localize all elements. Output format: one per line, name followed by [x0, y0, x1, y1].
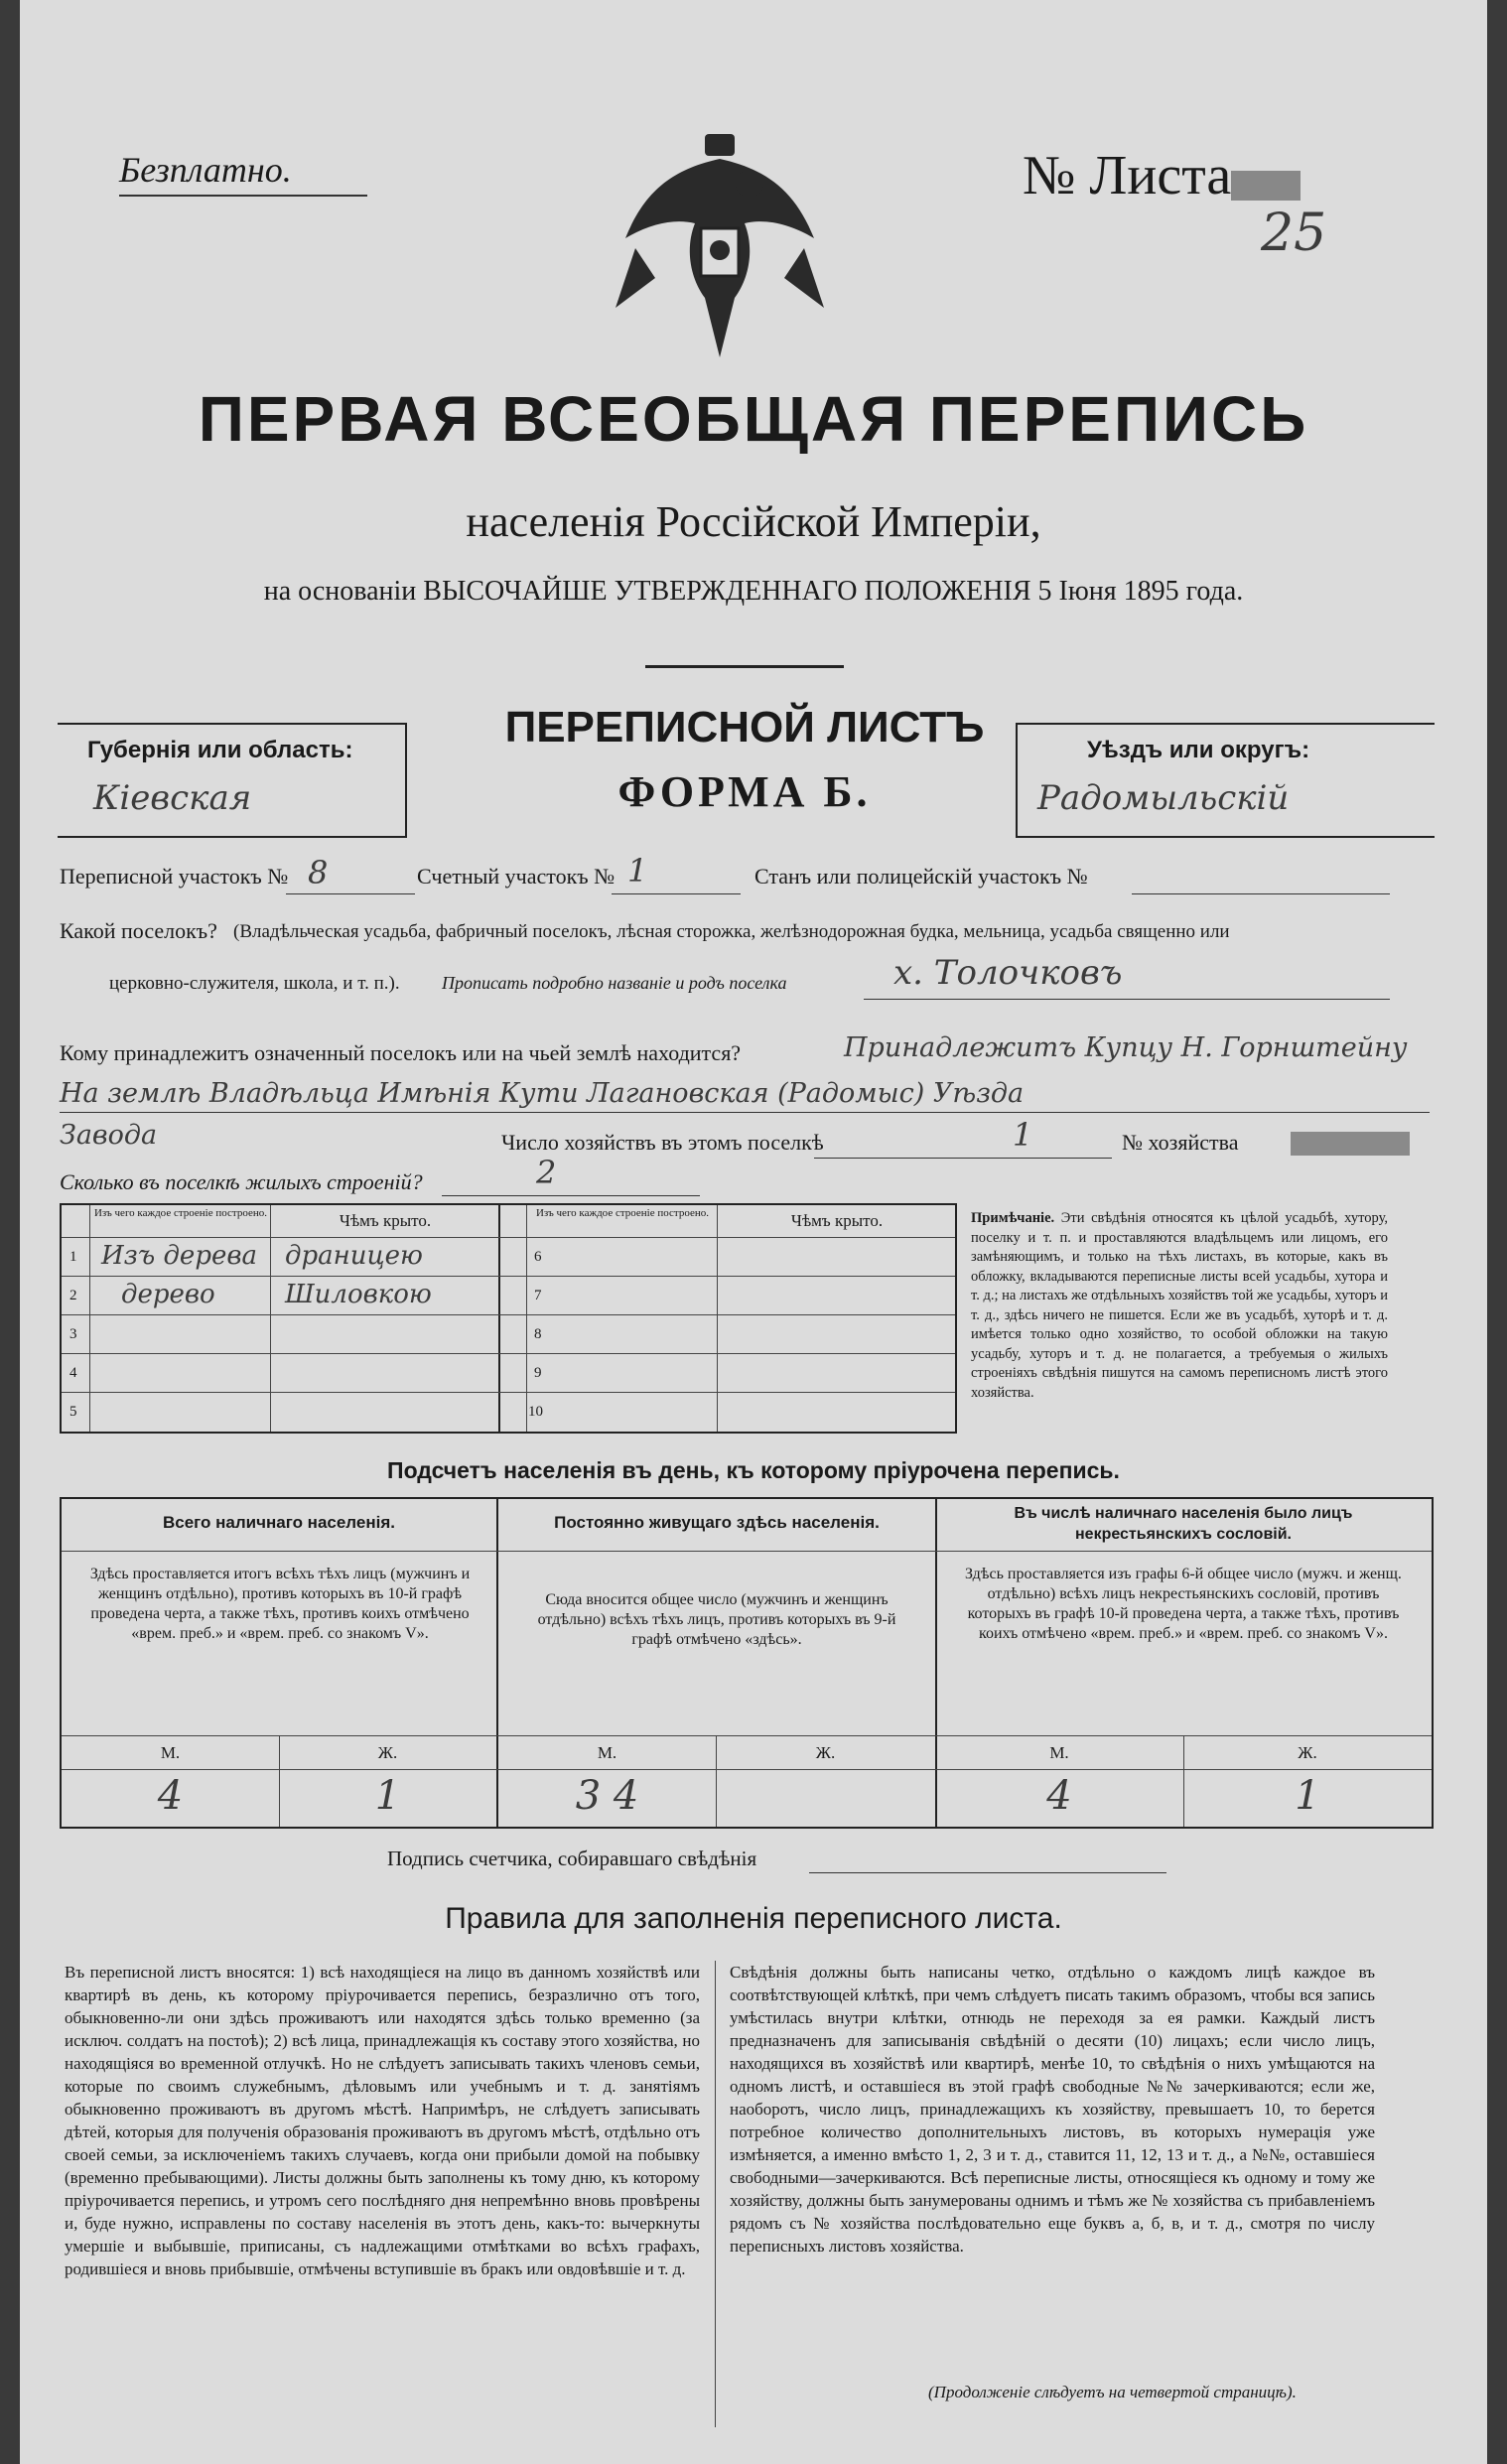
- rules-right-column: Свѣдѣнія должны быть написаны четко, отдѣльно о каждомъ лицѣ каждое въ соотвѣтствующей клѣткѣ, при чемъ слѣдуетъ писать такимъ образомъ, чтобы вся запись умѣстилась внутри клѣтки, отнюдь не переходя за ея рамки. Каждый листъ предназначенъ для записыванія свѣдѣній о десяти (10) лицахъ; если число лицъ, находящихся въ хозяйствѣ или квартирѣ, менѣе 10, то свѣдѣнія о нихъ умѣщаются на одномъ листѣ, и оставшіеся въ этой графѣ свободные №№ зачеркиваются; если же, наоборотъ, число лицъ, принадлежащихъ къ хозяйству, превышаетъ 10, то берется потребное количество дополнительныхъ листовъ, въ которыхъ нумерація уже измѣняется, а именно вмѣсто 1, 2, 3 и т. д., ставится 11, 12, 13 и т. д., а №№, оставшіеся свободными—зачеркиваются. Всѣ переписные листы, относящіеся къ одному и тому же хозяйству, должны быть занумерованы однимъ и тѣмъ же № хозяйства съ прибавленіемъ рядомъ съ № хозяйства послѣдовательно еще буквъ а, б, в, и т. д., смотря по числу переписныхъ листовъ хозяйства.: [730, 1963, 1375, 2256]
- col-material-header-right: Изъ чего каждое строеніе построено.: [535, 1207, 710, 1219]
- double-headed-eagle-emblem: [606, 129, 834, 367]
- count-nonpeasant-f: 1: [1295, 1773, 1320, 1819]
- main-title: ПЕРВАЯ ВСЕОБЩАЯ ПЕРЕПИСЬ: [198, 383, 1309, 455]
- header-divider: [645, 665, 844, 668]
- note-label: Примѣчаніе.: [971, 1210, 1055, 1226]
- sheet-number-label: № Листа: [1023, 145, 1232, 206]
- col3-text: Здѣсь проставляется изъ графы 6-й общее число (мужч. и женщ. отдѣльно) всѣхъ лицъ некрестьянскихъ сословій, противъ которыхъ въ графѣ 10-й проведена черта, а также тѣхъ, противъ коихъ отмѣчено «врем. преб.» и «врем. преб. со знакомъ V».: [965, 1566, 1402, 1642]
- count-total-f: 1: [374, 1773, 401, 1819]
- m-label: М.: [597, 1743, 617, 1762]
- col3-head: Въ числѣ наличнаго населенія было лицъ некрестьянскихъ сословій.: [1014, 1505, 1353, 1543]
- owner-value-1: Принадлежитъ Купцу Н. Горнштейну: [844, 1032, 1408, 1063]
- count-nonpeasant-m: 4: [1046, 1773, 1072, 1819]
- row-material: Изъ дерева: [101, 1241, 257, 1271]
- settlement-value: х. Толочковъ: [893, 953, 1123, 993]
- census-section-label: Переписной участокъ №: [60, 864, 289, 889]
- province-box: [58, 723, 407, 838]
- redaction-box-2: [1291, 1132, 1410, 1156]
- census-sheet: [20, 0, 1487, 2464]
- buildings-value: 2: [536, 1154, 557, 1191]
- owner-value-2: На землѣ Владѣльца Имѣнія Кути Лагановская (Радомыс) Уѣзда: [60, 1078, 1025, 1109]
- m-label: М.: [160, 1743, 181, 1762]
- province-label: Губернія или область:: [87, 737, 353, 763]
- buildings-field: [442, 1167, 700, 1196]
- households-label: Число хозяйствъ въ этомъ поселкѣ: [501, 1130, 824, 1155]
- households-field: [814, 1130, 1112, 1159]
- signature-label: Подпись счетчика, собиравшаго свѣдѣнія: [387, 1847, 757, 1870]
- note-text: Эти свѣдѣнія относятся къ цѣлой усадьбѣ, хутору, поселку и т. п. и проставляются владѣльцемъ или лицомъ, его замѣняющимъ, и только на тѣхъ листахъ, въ которые, какъ въ обложку, вкладываются переписные листы всей усадьбы, хутора и т. д.; на листахъ же отдѣльныхъ хозяйствъ той же усадьбы, хуторъ и т. д., здѣсь ничего не пишется. Если же въ усадьбѣ, хуторѣ и т. д. имѣется только одно хозяйство, то особой обложки на такую усадьбу, хуторъ и т. д. не полагается, а требуемыя о жилыхъ строеніяхъ свѣдѣнія пишутся на самомъ переписномъ листѣ этого хозяйства.: [971, 1210, 1389, 1401]
- rules-title: Правила для заполненія переписного листа.: [445, 1902, 1062, 1935]
- district-value: Радомыльскій: [1037, 778, 1290, 818]
- row-roof: Шиловкою: [285, 1280, 432, 1309]
- row-number: 1: [69, 1249, 77, 1265]
- counting-section-label: Счетный участокъ №: [417, 864, 616, 889]
- rules-divider: [715, 1961, 716, 2427]
- f-label: Ж.: [377, 1743, 398, 1762]
- police-section-field: [1132, 864, 1390, 894]
- row-number-right: 6: [534, 1249, 542, 1265]
- basis-line: на основаніи ВЫСОЧАЙШЕ УТВЕРЖДЕННАГО ПОЛОЖЕНІЯ 5 Іюня 1895 года.: [263, 576, 1244, 607]
- row-material: дерево: [121, 1280, 215, 1309]
- province-value: Кіевская: [93, 778, 252, 818]
- count-title: Подсчетъ населенія въ день, къ которому пріурочена перепись.: [387, 1457, 1120, 1483]
- col-roof-header: Чѣмъ крыто.: [339, 1211, 432, 1230]
- census-section-value: 8: [308, 854, 329, 891]
- counting-section-value: 1: [627, 852, 648, 890]
- f-label: Ж.: [815, 1743, 836, 1762]
- row-number-right: 8: [534, 1326, 542, 1342]
- row-number: 3: [69, 1326, 77, 1342]
- buildings-table: [60, 1203, 957, 1434]
- subtitle: населенія Россійской Имперіи,: [466, 497, 1041, 546]
- free-underline: [119, 195, 367, 197]
- signature-field: [809, 1847, 1166, 1873]
- col2-text: Сюда вносится общее число (мужчинъ и женщинъ отдѣльно) всѣхъ тѣхъ лицъ, противъ которыхъ въ 9-й графѣ отмѣчено «здѣсь».: [537, 1591, 896, 1648]
- census-section-field: [286, 864, 415, 894]
- row-number: 2: [69, 1288, 77, 1303]
- redaction-box: [1231, 171, 1301, 201]
- count-table: [60, 1497, 1434, 1829]
- row-number: 5: [69, 1404, 77, 1420]
- settlement-label: Какой поселокъ?: [60, 918, 217, 943]
- f-label: Ж.: [1298, 1743, 1317, 1762]
- owner-value-3: Завода: [60, 1120, 158, 1151]
- m-label: М.: [1049, 1743, 1069, 1762]
- row-number: 4: [69, 1365, 77, 1381]
- col1-head: Всего наличнаго населенія.: [163, 1513, 395, 1532]
- sheet-number-value: 25: [1261, 204, 1327, 263]
- count-resident-m: 3 4: [575, 1773, 639, 1819]
- rules-left-column: Въ переписной листъ вносятся: 1) всѣ находящіеся на лицо въ данномъ хозяйствѣ или квартирѣ въ день, къ которому пріурочивается перепись, безразлично отъ того, обыкновенно-ли они здѣсь проживаютъ или находятся здѣсь только временно (за исключ. солдатъ на постоѣ); 2) всѣ лица, принадлежащія къ составу этого хозяйства, но находящіяся во временной отлучкѣ. Но не слѣдуетъ записывать такихъ членовъ семьи, которые по своимъ служебнымъ, дѣловымъ или учебнымъ и т. д. занятіямъ обыкновенно проживаютъ въ другомъ мѣстѣ. Напримѣръ, не слѣдуетъ записывать дѣтей, которыя для полученія образованія проживаютъ въ другомъ мѣстѣ, отдѣльно отъ своей семьи, за исключеніемъ такихъ случаевъ, когда они прибыли домой на побывку (временно пребывающими). Листы должны быть заполнены къ тому дню, къ которому пріурочивается перепись, и утромъ сего послѣдняго дня непремѣнно вновь провѣрены и, буде нужно, исправлены по составу населенія въ этотъ день, какъ-то: вычеркнуты умершіе и выбывшіе, приписаны, съ надлежащими отмѣтками во всѣхъ графахъ, родившіеся и вновь прибывшіе, отмѣчены вступившіе въ бракъ или овдовѣвшіе и т. д.: [65, 1963, 700, 2278]
- col2-head: Постоянно живущаго здѣсь населенія.: [554, 1513, 880, 1532]
- rules-continue: (Продолженіе слѣдуетъ на четвертой страницѣ).: [928, 2383, 1297, 2401]
- district-label: Уѣздъ или округъ:: [1087, 737, 1310, 763]
- row-number-right: 10: [528, 1404, 543, 1420]
- count-total-m: 4: [157, 1773, 184, 1819]
- col-roof-header-right: Чѣмъ крыто.: [790, 1211, 884, 1230]
- household-no-label: № хозяйства: [1122, 1130, 1239, 1155]
- row-number-right: 9: [534, 1365, 542, 1381]
- col1-text: Здѣсь проставляется итогъ всѣхъ тѣхъ лицъ (мужчинъ и женщинъ отдѣльно), противъ которыхъ въ 10-й графѣ проведена черта, а также тѣхъ, противъ коихъ отмѣчено «врем. преб.» и «врем. преб. со знакомъ V».: [89, 1566, 471, 1642]
- households-value: 1: [1013, 1116, 1033, 1154]
- note-block: [971, 1209, 1388, 1403]
- owner-label: Кому принадлежитъ означенный поселокъ или на чьей землѣ находится?: [60, 1040, 742, 1065]
- settlement-hint: (Владѣльческая усадьба, фабричный поселокъ, лѣсная сторожка, желѣзнодорожная будка, мельница, усадьба священно или: [233, 921, 1230, 942]
- row-number-right: 7: [534, 1288, 542, 1303]
- row-roof: драницею: [285, 1241, 423, 1271]
- buildings-label: Сколько въ поселкѣ жилыхъ строеній?: [60, 1169, 423, 1194]
- free-label: Безплатно.: [119, 150, 292, 190]
- form-name: ФОРМА Б.: [617, 767, 872, 816]
- district-box: [1016, 723, 1435, 838]
- settlement-hint-2: церковно-служителя, школа, и т. п.).: [109, 973, 400, 994]
- police-section-label: Станъ или полицейскій участокъ №: [754, 864, 1088, 889]
- col-material-header: Изъ чего каждое строеніе построено.: [93, 1207, 268, 1219]
- settlement-hint-3: Прописать подробно названіе и родъ поселка: [442, 973, 787, 993]
- form-title: ПЕРЕПИСНОЙ ЛИСТЪ: [504, 703, 985, 752]
